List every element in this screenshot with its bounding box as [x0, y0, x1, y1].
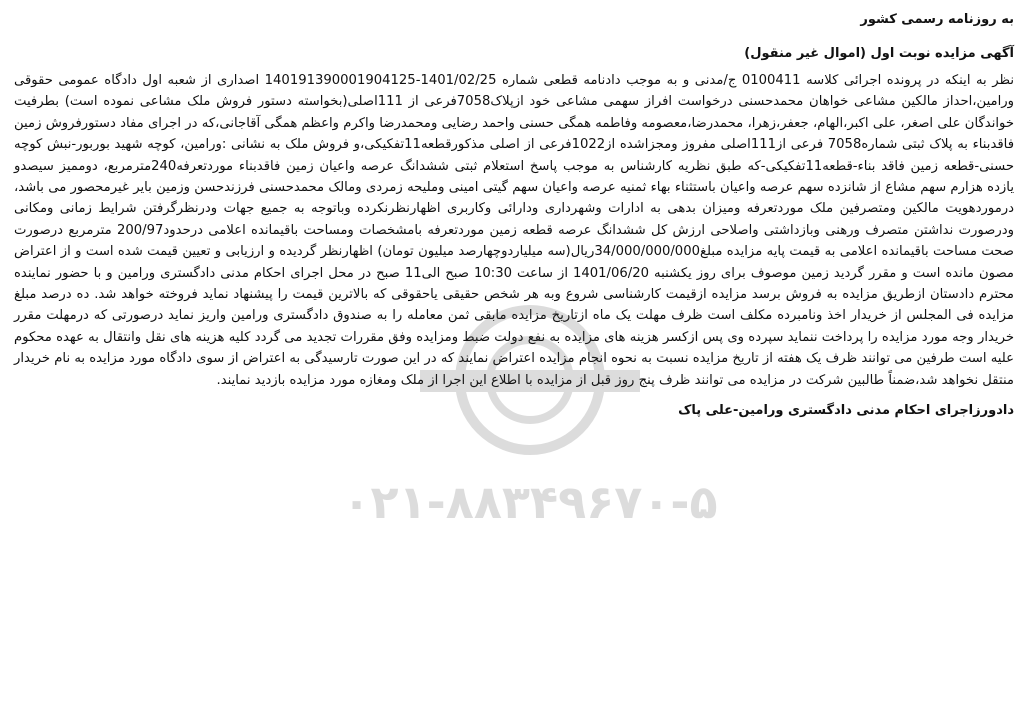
signature-line: دادورزاجرای احکام مدنی دادگستری ورامین-علی پاک — [678, 403, 1014, 419]
ad-body-text: نظر به اینکه در پرونده اجرائی کلاسه 0100411 ج/مدنی و به موجب دادنامه قطعی شماره 1401/02/25-140191390001904125 اصداری از شعبه اول دادگاه عمومی حقوقی ورامین،احداز مالکین مشاعی خواهان محمدحسنی درخواست افراز سهمی مشاعی خود ازپلاک7058فرعی از 111اصلی(بخواسته دستور فروش ملک مشاعی نموده است) بطرفیت خواندگان علی اصغر، علی اکبر،الهام، جعفر،زهرا، محمدرضا،معصومه وفاطمه همگی حسنی واحمد رضایی ومحمدرضا واکرم واعظم همگی آقاجانی،که در اجرای مفاد دستورفروش زمین فاقدبناء به پلاک ثبتی شماره7058 فرعی از111اصلی مفروز ومجزاشده از1022فرعی از اصلی مذکورقطعه11تفکیکی،و فروش ملک به نشانی :ورامین، کوچه شهید بوربور-نبش کوچه حسنی-قطعه زمین فاقد بناء-قطعه11تفکیکی-که طبق نظریه کارشناس به موجب پاسخ استعلام ثبتی ششدانگ عرصه واعیان زمین فاقدبناء موردتعرفه240مترمربع، دوممیز سیصدو یازده هزارم سهم مشاع از شانزده سهم عرصه واعیان باستثناء بهاء ثمنیه عرصه واعیان سهم گیتی امینی وملیحه زمردی ومالک محمدحسنی فرزندحسن وزمین بایر غیرمحصور می باشد، درموردهویت مالکین ومتصرفین ملک موردتعرفه ومیزان بدهی به ادارات وشهرداری ودارائی وکاربری اظهارنظرنکرده وباتوجه به جمیع جهات ودرنظرگرفتن شرایط زمانی ومکانی ودرصورت نداشتن متصرف ورهنی وبازداشتی واصلاحی ارزش کل ششدانگ عرصه قطعه زمین موردتعرفه بامشخصات ومساحت باقیمانده اعلامی درحدود200/97 مترمربع درصورت صحت مساحت باقیمانده اعلامی به قیمت پایه مزایده مبلغ34/000/000/000ریال(سه میلیاردوچهارصد میلیون تومان) اظهارنظر گردیده و ارزیابی و تعیین قیمت شده است و از اعتراض مصون مانده است و مقرر گردید زمین موصوف برای روز یکشنبه 1401/06/20 از ساعت 10:30 صبح الی11 صبح در محل اجرای احکام مدنی دادگستری ورامین و با حضور نماینده محترم دادستان ازطریق مزایده به فروش برسد مزایده ازقیمت کارشناسی شروع وبه هر شخص حقیقی یاحقوقی که بالاترین قیمت را پیشنهاد نماید فروخته خواهد شد. ده درصد مبلغ مزایده فی المجلس از خریدار اخذ ونامبرده مکلف است ظرف مهلت یک ماه ازتاریخ مزایده مابقی ثمن معامله را به صندوق دادگستری ورامین واریز نماید درصورتی که درمهلت مقرر خریدار وجه مورد مزایده را پرداخت ننماید سپرده وی پس ازکسر هزینه های مزایده به نفع دولت ضبط ومزایده وفق مقررات تجدید می گردد کلیه هزینه های نقل وانتقال به عهده محکوم علیه است طرفین می توانند ظرف یک هفته از تاریخ مزایده نسبت به نحوه انجام مزایده اعتراض نمایند که در این صورت تارسیدگی به اعتراض از سوی دادگاه مورد مزایده به نام خریدار منتقل نخواهد شد،ضمناً طالبین شرکت در مزایده می توانند ظرف پنج روز قبل از مزایده با اطلاع این اجرا از ملک ومغازه مورد مزایده بازدید نمایند. — [14, 73, 1015, 388]
newspaper-header: به روزنامه رسمی کشور — [860, 12, 1014, 27]
ad-title: آگهی مزایده نوبت اول (اموال غیر منقول) — [744, 46, 1014, 61]
watermark-phone: ۰۲۱-۸۸۳۴۹۶۷۰-۵ — [342, 475, 718, 529]
